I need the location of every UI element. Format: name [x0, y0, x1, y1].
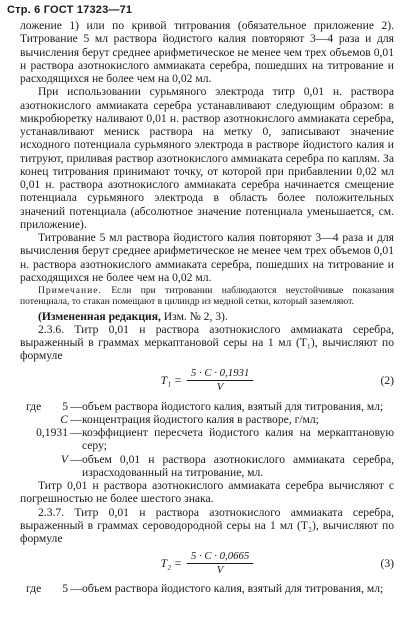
formula-t1-numerator: 5 · C · 0,1931 — [187, 367, 254, 381]
definition-symbol: 5 — [62, 399, 68, 413]
formula-t2-denominator: V — [216, 563, 224, 576]
page-header: Стр. 6 ГОСТ 17323—71 — [7, 4, 133, 16]
definition-symbol: 5 — [62, 582, 68, 596]
edition-note — [20, 310, 394, 323]
section-2-3-6: 2.3.6. Титр 0,01 н раствора азотнокислого аммиаката серебра, выраженный в граммах меркаптановой серы на 1 мл (T₁), вычисляют по формуле — [20, 322, 394, 363]
definition-dash: — — [70, 582, 82, 596]
definition-lead: где — [26, 582, 42, 596]
paragraph-precision: Титр 0,01 н раствора азотнокислого аммиаката серебра вычисляют с погрешностью не более шестого знака. — [20, 479, 394, 506]
definition-lead: где — [26, 399, 42, 413]
definition-dash: — — [70, 399, 82, 413]
formula-t1-number: (2) — [380, 374, 394, 388]
note — [20, 285, 394, 308]
formula-t2-numerator: 5 · C · 0,0665 — [187, 550, 254, 564]
edition-reference: Изм. № 2, 3). — [160, 309, 228, 323]
definition-symbol: 0,1931 — [36, 426, 68, 440]
definition-text: коэффициент пересчета йодистого калия на меркаптановую серу; — [82, 426, 394, 453]
definition-symbol: V — [60, 452, 68, 466]
definitions-2 — [20, 582, 394, 595]
formula-t1-fraction — [187, 367, 254, 394]
definition-dash: — — [70, 452, 82, 466]
edition-label: (Измененная редакция, — [38, 309, 161, 323]
formula-t1-lhs: T₁ = — [160, 374, 182, 388]
definition-dash: — — [70, 426, 82, 440]
note-label: Примечание. — [38, 285, 102, 296]
formula-t2 — [20, 547, 394, 579]
paragraph-antimony-electrode: При использовании сурьмяного электрода титр 0,01 н. раствора азотнокислого аммиаката серебра устанавливают следующим образом: в микробюретку наливают 0,01 н. раствор азотнокислого аммиаката серебра, устанавливают мениск раствора на метку 0, записывают значение исходного потенциала сурьмяного электрода в растворе йодистого калия и титруют, приливая раствор азотнокислого аммиаката серебра по каплям. За конец титрования принимают точку, от которой при прибавлении 0,02 мл 0,01 н. раствора азотнокислого аммиаката серебра начинается смещение потенциала сурьмяного электрода в область более положительных значений потенциала (абсолютное значение потенциала уменьшается, см. приложение). — [20, 85, 394, 231]
section-2-3-7: 2.3.7. Титр 0,01 н раствора азотнокислого аммиаката серебра, выраженный в граммах сероводородной серы на 1 мл (T₂), вычисляют по формуле — [20, 505, 394, 546]
definitions-1 — [20, 400, 394, 480]
definition-row — [20, 426, 394, 453]
document-body — [20, 19, 394, 596]
paragraph-titration-repeat: ложение 1) или по кривой титрования (обязательное приложение 2). Титрование 5 мл раствора йодистого калия повторяют 3—4 раза и для вычисления берут среднее арифметическое не менее чем трех объемов 0,01 н раствора азотнокислого аммиаката серебра, пошедших на титрование и расходящихся не более чем на 0,02 мл. — [20, 19, 394, 85]
definition-row — [20, 413, 394, 426]
note-text: Если при титровании наблюдаются неустойчивые показания потенциала, то стакан помещают в цилиндр из медной сетки, который заземляют. — [20, 285, 394, 308]
paragraph-titration-repeat-2: Титрование 5 мл раствора йодистого калия повторяют 3—4 раза и для вычисления берут среднее арифметическое не менее чем трех объемов 0,01 н. раствора азотнокислого аммиаката серебра, пошедших на титрование и расходящихся не более чем на 0,02 мл. — [20, 231, 394, 284]
definition-dash: — — [70, 412, 82, 426]
definition-text: объем раствора йодистого калия, взятый для титрования, мл; — [82, 399, 384, 413]
formula-t2-fraction — [187, 550, 254, 577]
definition-row — [20, 453, 394, 480]
formula-t2-number: (3) — [380, 556, 394, 570]
definition-row — [20, 400, 394, 413]
formula-t1 — [20, 365, 394, 397]
definition-text: объем 0,01 н раствора азотнокислого аммиаката серебра, израсходованный на титрование, мл. — [82, 452, 394, 479]
formula-t2-lhs: T₂ = — [160, 556, 182, 570]
definition-row — [20, 582, 394, 595]
definition-text: объем раствора йодистого калия, взятый для титрования, мл; — [82, 582, 384, 596]
definition-symbol: C — [60, 412, 68, 426]
definition-text: концентрация йодистого калия в растворе, г/мл; — [82, 412, 319, 426]
formula-t1-denominator: V — [216, 381, 224, 394]
